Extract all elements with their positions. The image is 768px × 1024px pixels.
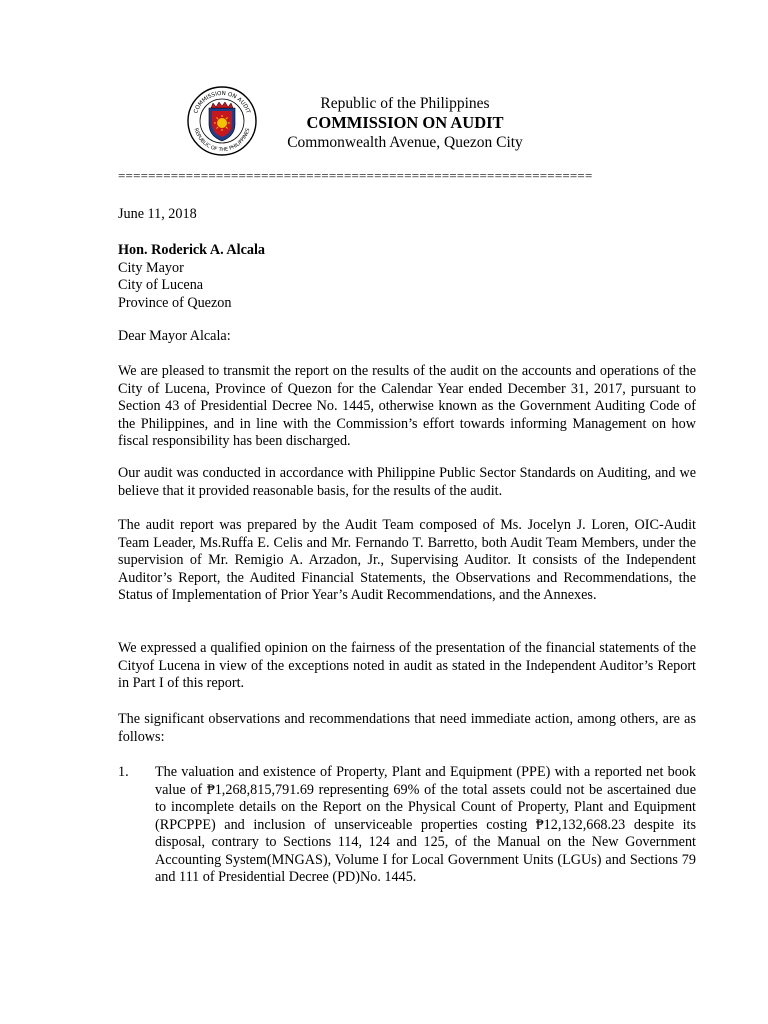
- salutation: Dear Mayor Alcala:: [118, 328, 231, 344]
- separator-line: ===============================================================: [118, 168, 593, 183]
- addressee-province: Province of Quezon: [118, 294, 232, 311]
- paragraph-transmittal: We are pleased to transmit the report on the results of the audit on the accounts and operations of the City of Lucena, Province of Quezon for the Calendar Year ended December 31, 2017, pursuant to Section 43 of Presidential Decree No. 1445, otherwise known as the Government Auditing Code of the Philippines, and in line with the Commission’s effort towards informing Management on how fiscal responsibility has been discharged.: [118, 363, 696, 449]
- addressee-block: [118, 242, 696, 312]
- addressee-title: City Mayor: [118, 259, 184, 276]
- letterhead-agency: COMMISSION ON AUDIT: [306, 113, 504, 132]
- paragraph-audit-standards: Our audit was conducted in accordance with Philippine Public Sector Standards on Auditing, and we believe that it provided reasonable basis, for the results of the audit.: [118, 465, 696, 499]
- letterhead: [270, 94, 540, 153]
- paragraph-opinion: We expressed a qualified opinion on the fairness of the presentation of the financial statements of the Cityof Lucena in view of the exceptions noted in audit as stated in the Independent Auditor’s Report in Part I of this report.: [118, 640, 696, 691]
- letterhead-republic: Republic of the Philippines: [320, 95, 490, 112]
- seal-text-bottom: REPUBLIC OF THE PHILIPPINES: [192, 127, 252, 154]
- coa-seal-logo: [187, 86, 257, 156]
- list-item-number: 1.: [118, 764, 129, 780]
- addressee-city: City of Lucena: [118, 277, 204, 293]
- paragraph-audit-team: The audit report was prepared by the Audit Team composed of Ms. Jocelyn J. Loren, OIC-Audit Team Leader, Ms.Ruffa E. Celis and Mr. Fernando T. Barretto, both Audit Team Members, under the supervision of Mr. Remigio A. Arzadon, Jr., Supervising Auditor. It consists of the Independent Auditor’s Report, the Audited Financial Statements, the Observations and Recommendations, the Status of Implementation of Prior Year’s Audit Recommendations, and the Annexes.: [118, 517, 696, 603]
- observations-list: [118, 764, 696, 887]
- letterhead-address: Commonwealth Avenue, Quezon City: [287, 134, 523, 151]
- letter-date: June 11, 2018: [118, 206, 197, 222]
- addressee-name: Hon. Roderick A. Alcala: [118, 242, 265, 258]
- list-item: [118, 764, 696, 887]
- list-item-text: The valuation and existence of Property, Plant and Equipment (PPE) with a reported net book value of ₱1,268,815,791.69 representing 69% of the total assets could not be ascertained due to incomplete details on the Report on the Physical Count of Property, Plant and Equipment (RPCPPE) and inclusion of unserviceable properties costing ₱12,132,668.23 despite its disposal, contrary to Sections 114, 124 and 125, of the Manual on the New Government Accounting System(MNGAS), Volume I for Local Government Units (LGUs) and Sections 79 and 111 of Presidential Decree (PD)No. 1445.: [155, 764, 696, 885]
- seal-text-top: COMMISSION ON AUDIT: [193, 90, 251, 115]
- paragraph-observations-intro: The significant observations and recommendations that need immediate action, among others, are as follows:: [118, 711, 696, 745]
